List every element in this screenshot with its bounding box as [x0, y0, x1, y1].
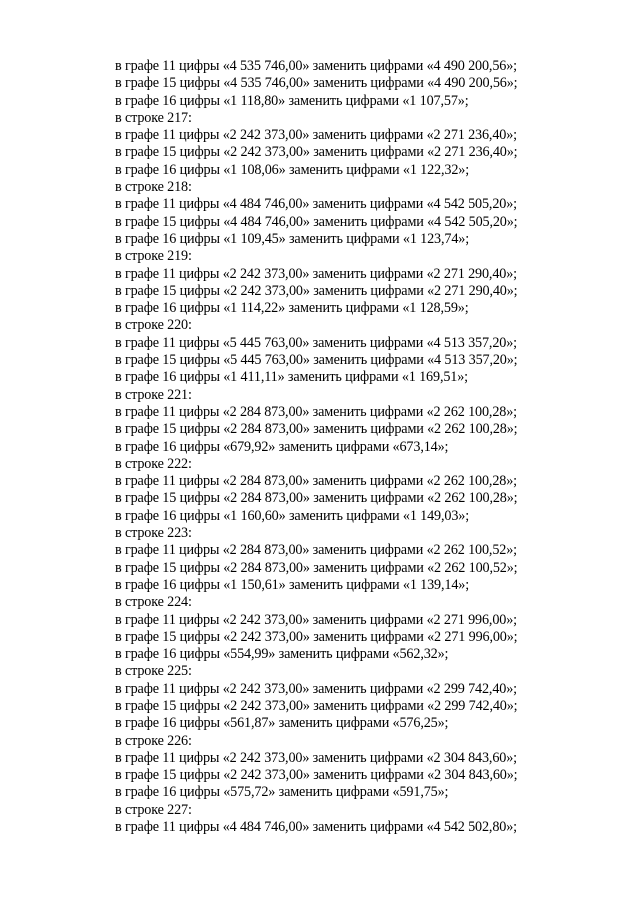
text-line: в графе 11 цифры «4 535 746,00» заменить цифрами «4 490 200,56»; — [115, 58, 517, 74]
text-line: в графе 15 цифры «2 284 873,00» заменить цифрами «2 262 100,52»; — [115, 559, 518, 576]
text-line: в графе 16 цифры «1 109,45» заменить цифрами «1 123,74»; — [115, 230, 470, 247]
text-line: в графе 15 цифры «2 284 873,00» заменить цифрами «2 262 100,28»; — [115, 421, 518, 438]
row-heading: в строке 218: — [115, 179, 192, 196]
text-line: в графе 16 цифры «1 108,06» заменить цифрами «1 122,32»; — [115, 161, 470, 178]
text-line: в графе 11 цифры «2 284 873,00» заменить цифрами «2 262 100,52»; — [115, 542, 517, 559]
text-line: в графе 11 цифры «4 484 746,00» заменить цифрами «4 542 505,20»; — [115, 196, 517, 213]
text-line: в графе 11 цифры «2 284 873,00» заменить цифрами «2 262 100,28»; — [115, 403, 517, 420]
text-line: в графе 16 цифры «1 114,22» заменить цифрами «1 128,59»; — [115, 300, 469, 317]
row-heading: в строке 220: — [115, 317, 192, 334]
row-heading: в строке 226: — [115, 732, 192, 749]
text-line: в графе 16 цифры «1 118,80» заменить цифрами «1 107,57»; — [115, 92, 469, 109]
text-line: в графе 15 цифры «2 242 373,00» заменить цифрами «2 271 996,00»; — [115, 628, 518, 645]
text-line: в графе 15 цифры «4 484 746,00» заменить цифрами «4 542 505,20»; — [115, 213, 518, 230]
text-line: в графе 15 цифры «2 242 373,00» заменить цифрами «2 299 742,40»; — [115, 697, 518, 714]
row-heading: в строке 219: — [115, 248, 192, 265]
row-heading: в строке 227: — [115, 801, 192, 818]
row-heading: в строке 217: — [115, 109, 192, 126]
text-line: в графе 11 цифры «2 242 373,00» заменить цифрами «2 299 742,40»; — [115, 680, 517, 697]
text-line: в графе 11 цифры «2 242 373,00» заменить цифрами «2 271 996,00»; — [115, 611, 517, 628]
text-line: в графе 11 цифры «2 242 373,00» заменить цифрами «2 271 290,40»; — [115, 265, 517, 282]
text-line: в графе 11 цифры «2 242 373,00» заменить цифрами «2 271 236,40»; — [115, 127, 517, 144]
row-heading: в строке 222: — [115, 455, 192, 472]
text-line: в графе 16 цифры «1 160,60» заменить цифрами «1 149,03»; — [115, 507, 470, 524]
text-line: в графе 15 цифры «2 242 373,00» заменить цифрами «2 304 843,60»; — [115, 767, 518, 784]
text-line: в графе 11 цифры «2 284 873,00» заменить цифрами «2 262 100,28»; — [115, 473, 517, 490]
text-line: в графе 11 цифры «4 484 746,00» заменить цифрами «4 542 502,80»; — [115, 819, 517, 836]
text-line: в графе 11 цифры «5 445 763,00» заменить цифрами «4 513 357,20»; — [115, 334, 517, 351]
text-line: в графе 16 цифры «561,87» заменить цифрами «576,25»; — [115, 715, 449, 732]
text-line: в графе 11 цифры «2 242 373,00» заменить цифрами «2 304 843,60»; — [115, 749, 517, 766]
text-line: в графе 15 цифры «5 445 763,00» заменить цифрами «4 513 357,20»; — [115, 352, 518, 369]
row-heading: в строке 225: — [115, 663, 192, 680]
text-line: в графе 15 цифры «4 535 746,00» заменить цифрами «4 490 200,56»; — [115, 75, 518, 92]
text-line: в графе 15 цифры «2 242 373,00» заменить цифрами «2 271 236,40»; — [115, 144, 518, 161]
text-line: в графе 16 цифры «575,72» заменить цифрами «591,75»; — [115, 784, 449, 801]
row-heading: в строке 224: — [115, 594, 192, 611]
text-line: в графе 16 цифры «1 150,61» заменить цифрами «1 139,14»; — [115, 576, 470, 593]
row-heading: в строке 223: — [115, 525, 192, 542]
text-line: в графе 16 цифры «1 411,11» заменить цифрами «1 169,51»; — [115, 369, 468, 386]
text-line: в графе 15 цифры «2 284 873,00» заменить цифрами «2 262 100,28»; — [115, 490, 518, 507]
row-heading: в строке 221: — [115, 386, 192, 403]
text-line: в графе 16 цифры «554,99» заменить цифрами «562,32»; — [115, 646, 449, 663]
text-line: в графе 15 цифры «2 242 373,00» заменить цифрами «2 271 290,40»; — [115, 282, 518, 299]
text-line: в графе 16 цифры «679,92» заменить цифрами «673,14»; — [115, 438, 449, 455]
document-body — [115, 58, 555, 836]
